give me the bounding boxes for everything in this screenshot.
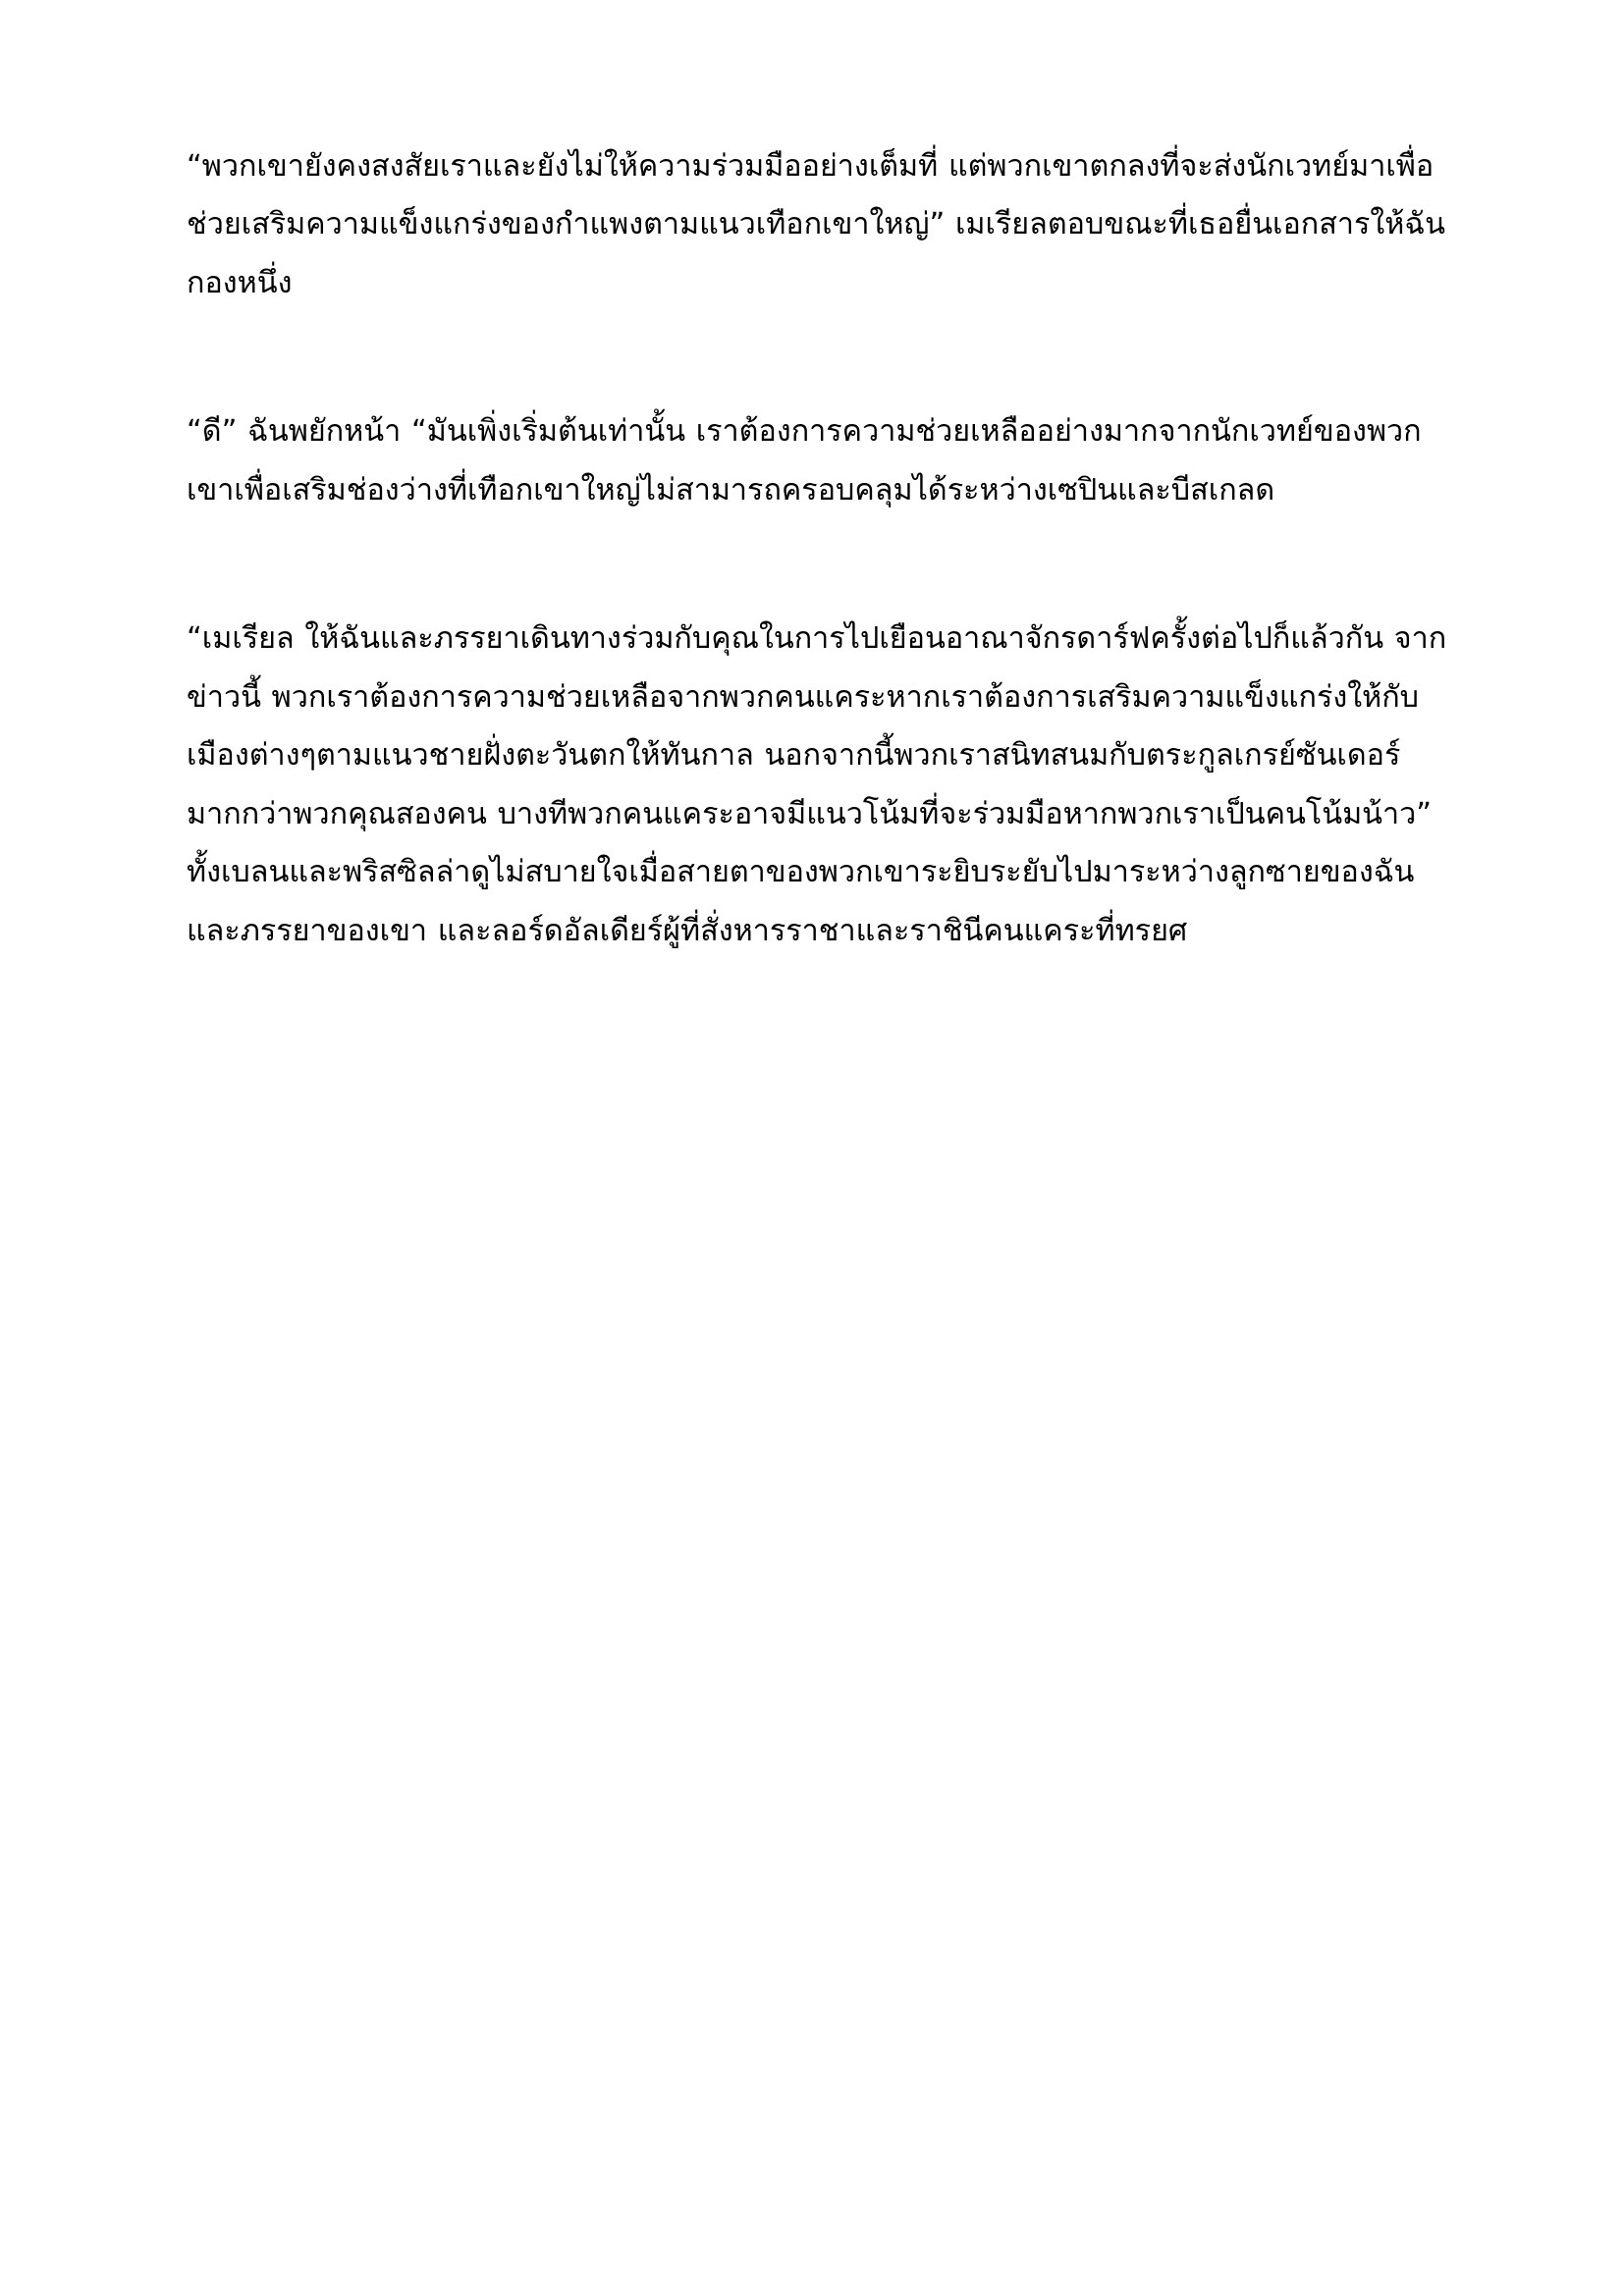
paragraph-gap-2	[187, 519, 1449, 610]
paragraph-gap-1	[187, 312, 1449, 402]
paragraph-3: “เมเรียล ให้ฉันและภรรยาเดินทางร่วมกับคุณในการไปเยือนอาณาจักรดาร์ฟครั้งต่อไปก็แล้วกัน จากข่าวนี้ พวกเราต้องการความช่วยเหลือจากพวกคนแคระหากเราต้องการเสริมความแข็งแกร่งให้กับเมืองต่างๆตามแนวชายฝั่งตะวันตกให้ทันกาล นอกจากนี้พวกเราสนิทสนมกับตระกูลเกรย์ซันเดอร์มากกว่าพวกคุณสองคน บางทีพวกคนแคระอาจมีแนวโน้มที่จะร่วมมือหากพวกเราเป็นคนโน้มน้าว” ทั้งเบลนและพริสซิลล่าดูไม่สบายใจเมื่อสายตาของพวกเขาระยิบระยับไปมาระหว่างลูกซายของฉันและภรรยาของเขา และลอร์ดอัลเดียร์ผู้ที่สั่งหารราชาและราชินีคนแคระที่ทรยศ	[187, 621, 1447, 948]
paragraph-2: “ดี” ฉันพยักหน้า “มันเพิ่งเริ่มต้นเท่านั้น เราต้องการความช่วยเหลืออย่างมากจากนักเวทย์ของพวกเขาเพื่อเสริมช่องว่างที่เทือกเขาใหญ่ไม่สามารถครอบคลุมได้ระหว่างเซปินและบีสเกลด	[187, 414, 1422, 507]
paragraph-1: “พวกเขายังคงสงสัยเราและยังไม่ให้ความร่วมมืออย่างเต็มที่ แต่พวกเขาตกลงที่จะส่งนักเวทย์มาเพื่อช่วยเสริมความแข็งแกร่งของกำแพงตามแนวเทือกเขาใหญ่” เมเรียลตอบขณะที่เธอยื่นเอกสารให้ฉันกองหนึ่ง	[187, 149, 1446, 300]
document-body	[187, 137, 1449, 960]
